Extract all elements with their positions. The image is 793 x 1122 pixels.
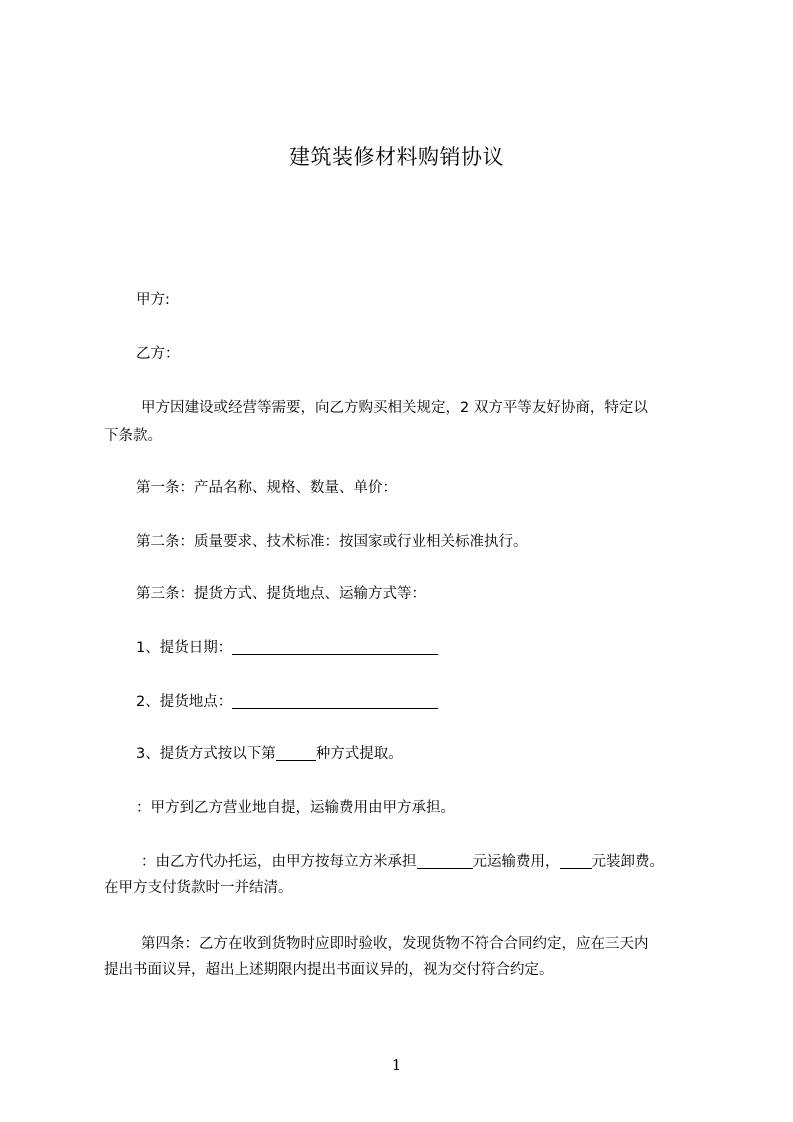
party-a-line: 甲方: [136, 292, 170, 308]
transport-fee-blank [417, 852, 473, 869]
option-consignment-line-1 [141, 848, 664, 876]
party-b-line: 乙方： [136, 346, 180, 362]
option-2-part-2: 元运输费用， [472, 854, 560, 870]
pickup-location-blank [232, 692, 438, 709]
article-2: 第二条：质量要求、技术标准：按国家或行业相关标准执行。 [136, 534, 528, 550]
item-2-label: 2、提货地点： [136, 694, 233, 710]
handling-fee-blank [560, 852, 592, 869]
item-1-label: 1、提货日期： [136, 640, 233, 656]
article-1: 第一条：产品名称、规格、数量、单价： [136, 480, 397, 496]
item-2-pickup-location [136, 688, 438, 716]
item-1-pickup-date [136, 634, 438, 662]
option-2-part-1: ：由乙方代办托运，由甲方按每立方米承担 [141, 854, 417, 870]
article-3: 第三条：提货方式、提货地点、运输方式等： [136, 586, 426, 602]
article-4-line-2: 提出书面议异，超出上述期限内提出书面议异的，视为交付符合约定。 [104, 962, 554, 978]
pickup-date-blank [232, 638, 438, 655]
item-3-suffix: 种方式提取。 [315, 746, 403, 762]
intro-line-2: 下条款。 [104, 428, 162, 444]
item-3-pickup-method [136, 740, 403, 768]
option-2-part-3: 元装卸费。 [591, 854, 664, 870]
article-4-line-1: 第四条：乙方在收到货物时应即时验收，发现货物不符合合同约定，应在三天内 [141, 936, 649, 952]
page-number: 1 [391, 1056, 402, 1074]
intro-line-1: 甲方因建设或经营等需要，向乙方购买相关规定，2 双方平等友好协商，特定以 [141, 400, 648, 416]
document-title: 建筑装修材料购销协议 [289, 145, 504, 169]
option-consignment-line-2: 在甲方支付货款时一并结清。 [104, 880, 293, 896]
option-self-pickup: ：甲方到乙方营业地自提，运输费用由甲方承担。 [136, 800, 455, 816]
item-3-prefix: 3、提货方式按以下第 [136, 746, 276, 762]
method-number-blank [276, 744, 316, 761]
